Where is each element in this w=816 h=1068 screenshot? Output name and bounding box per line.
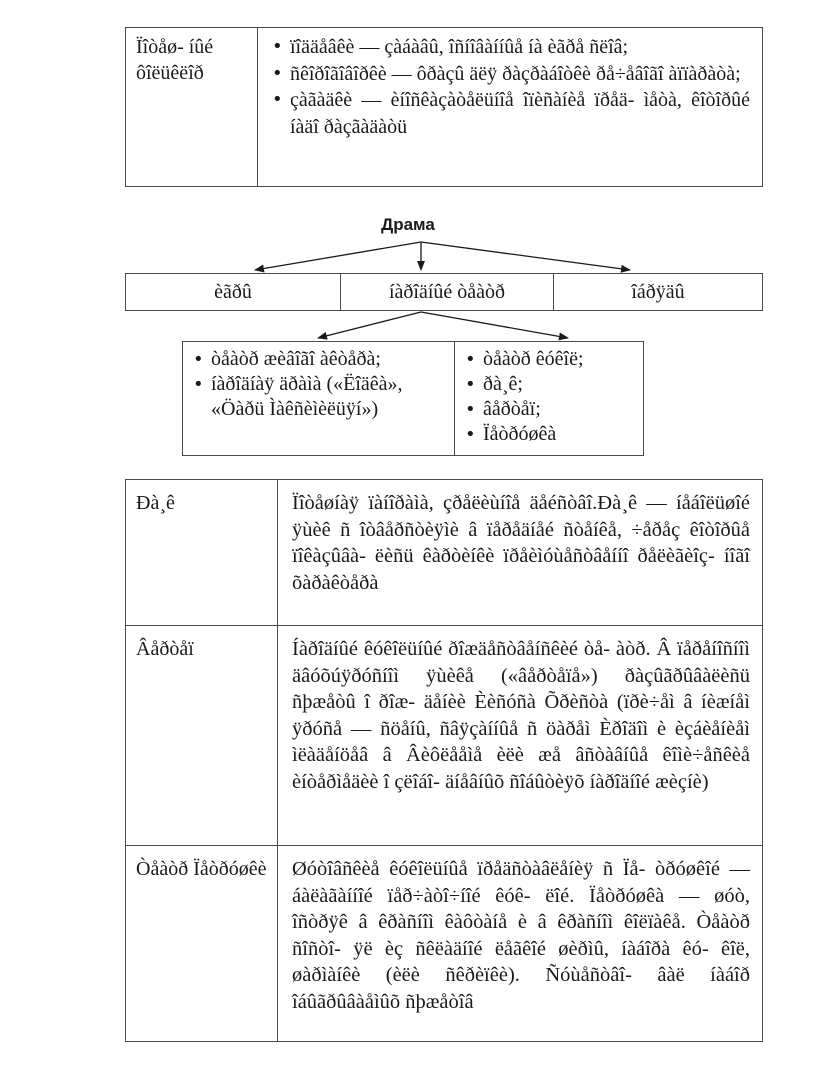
list-item: • ñêîðîãîâîðêè — ôðàçû äëÿ ðàçðàáîòêè ðå÷åâîãî àïïàðàòà;: [270, 61, 750, 88]
table-row: [126, 480, 762, 625]
list-item: • âåðòåï;: [463, 397, 637, 422]
folklore-category-label: Ïîòåø- íûé ôîëüêëîð: [126, 28, 258, 186]
table-row: [126, 845, 762, 1041]
definition-cell: Íàðîäíûé êóêîëüíûé ðîæäåñòâåíñêèé òå- àòð. Â ïåðåíîñíîì äâóõúÿðóñíîì ÿùèêå («âåðòåïå») ðàçûãðûâàëèñü ñþæåòû î ðîæ- äåíèè Èèñóñà Õðèñòà (ïðè÷åì â íèæíåì ÿðóñå — ñöåíû, ñâÿçàííûå ñ öàðåì Èðîäîì è èçáèåíèåì ìëàäåíöåâ â Âèôëååìå èëè æå âñòàâíûå êîìè÷åñêèå èíòåðìåäèè î çëîáî- äíåâíûõ ñîáûòèÿõ íàðîäíîé æèçíè): [292, 638, 750, 793]
theatre-definitions-table: [125, 479, 763, 1042]
live-actor-theatre-column: [183, 342, 455, 455]
list-item: • ïîääåâêè — çàáàâû, îñíîâàííûå íà èãðå ñëîâ;: [270, 34, 750, 61]
definition-cell: Ïîòåøíàÿ ïàíîðàìà, çðåëèùíîå äåéñòâî.Ðà¸ê — íåáîëüøîé ÿùèê ñ îòâåðñòèÿìè â ïåðåäíåé ñòåíêå, ÷åðåç êîòîðûå ïîêàçûâà- ëèñü êàðòèíêè ïðåèìóùåñòâåííî ðåëèãèîç- íîãî õàðàêòåðà: [292, 492, 750, 594]
folk-theatre-types: [182, 341, 644, 456]
term-cell: Âåðòåï: [126, 626, 278, 845]
puppet-theatre-column: [455, 342, 643, 455]
list-item: • ðà¸ê;: [463, 372, 637, 397]
list-item: • òåàòð êóêîë;: [463, 347, 637, 372]
definition-cell: Øóòîâñêèå êóêîëüíûå ïðåäñòàâëåíèÿ ñ Ïå- òðóøêîé — áàëàãàííîé ïåð÷àòî÷íîé êóê- ëîé. Ïåòðóøêà — øóò, îñòðÿê â êðàñíîì êàôòàíå è â êðàñíîì êîëïàêå. Òåàòð ñîñòî- ÿë èç ñêëàäíîé ëåãêîé øèðìû, íàáîðà êó- êîë, øàðìàíêè (èëè ñêðèïêè). Ñóùåñòâî- âàë íàáîð îáûãðûâàåìûõ ñþæåòîâ: [292, 858, 750, 1013]
diagram-title: Драма: [381, 215, 435, 234]
list-item: • òåàòð æèâîãî àêòåðà;: [191, 347, 448, 372]
drama-type-rituals: îáðÿäû: [553, 274, 762, 310]
list-item: • Ïåòðóøêà: [463, 422, 637, 447]
drama-type-games: èãðû: [214, 280, 252, 303]
table-row: [126, 625, 762, 845]
list-item: • íàðîäíàÿ äðàìà («Ëîäêà», «Öàðü Ìàêñèìèëüÿí»): [191, 372, 448, 422]
drama-type-folk-theatre: íàðîäíûé òåàòð: [340, 274, 553, 310]
term-cell: Ðà¸ê: [126, 480, 278, 625]
folklore-table: [125, 27, 763, 187]
list-item: • çàãàäêè — èíîñêàçàòåëüíîå îïèñàíèå ïðåä- ìåòà, êîòîðûé íàäî ðàçãàäàòü: [270, 87, 750, 140]
folklore-items: [258, 28, 762, 186]
drama-types-row: [125, 273, 763, 311]
term-cell: Òåàòð Ïåòðóøêè: [126, 846, 278, 1041]
